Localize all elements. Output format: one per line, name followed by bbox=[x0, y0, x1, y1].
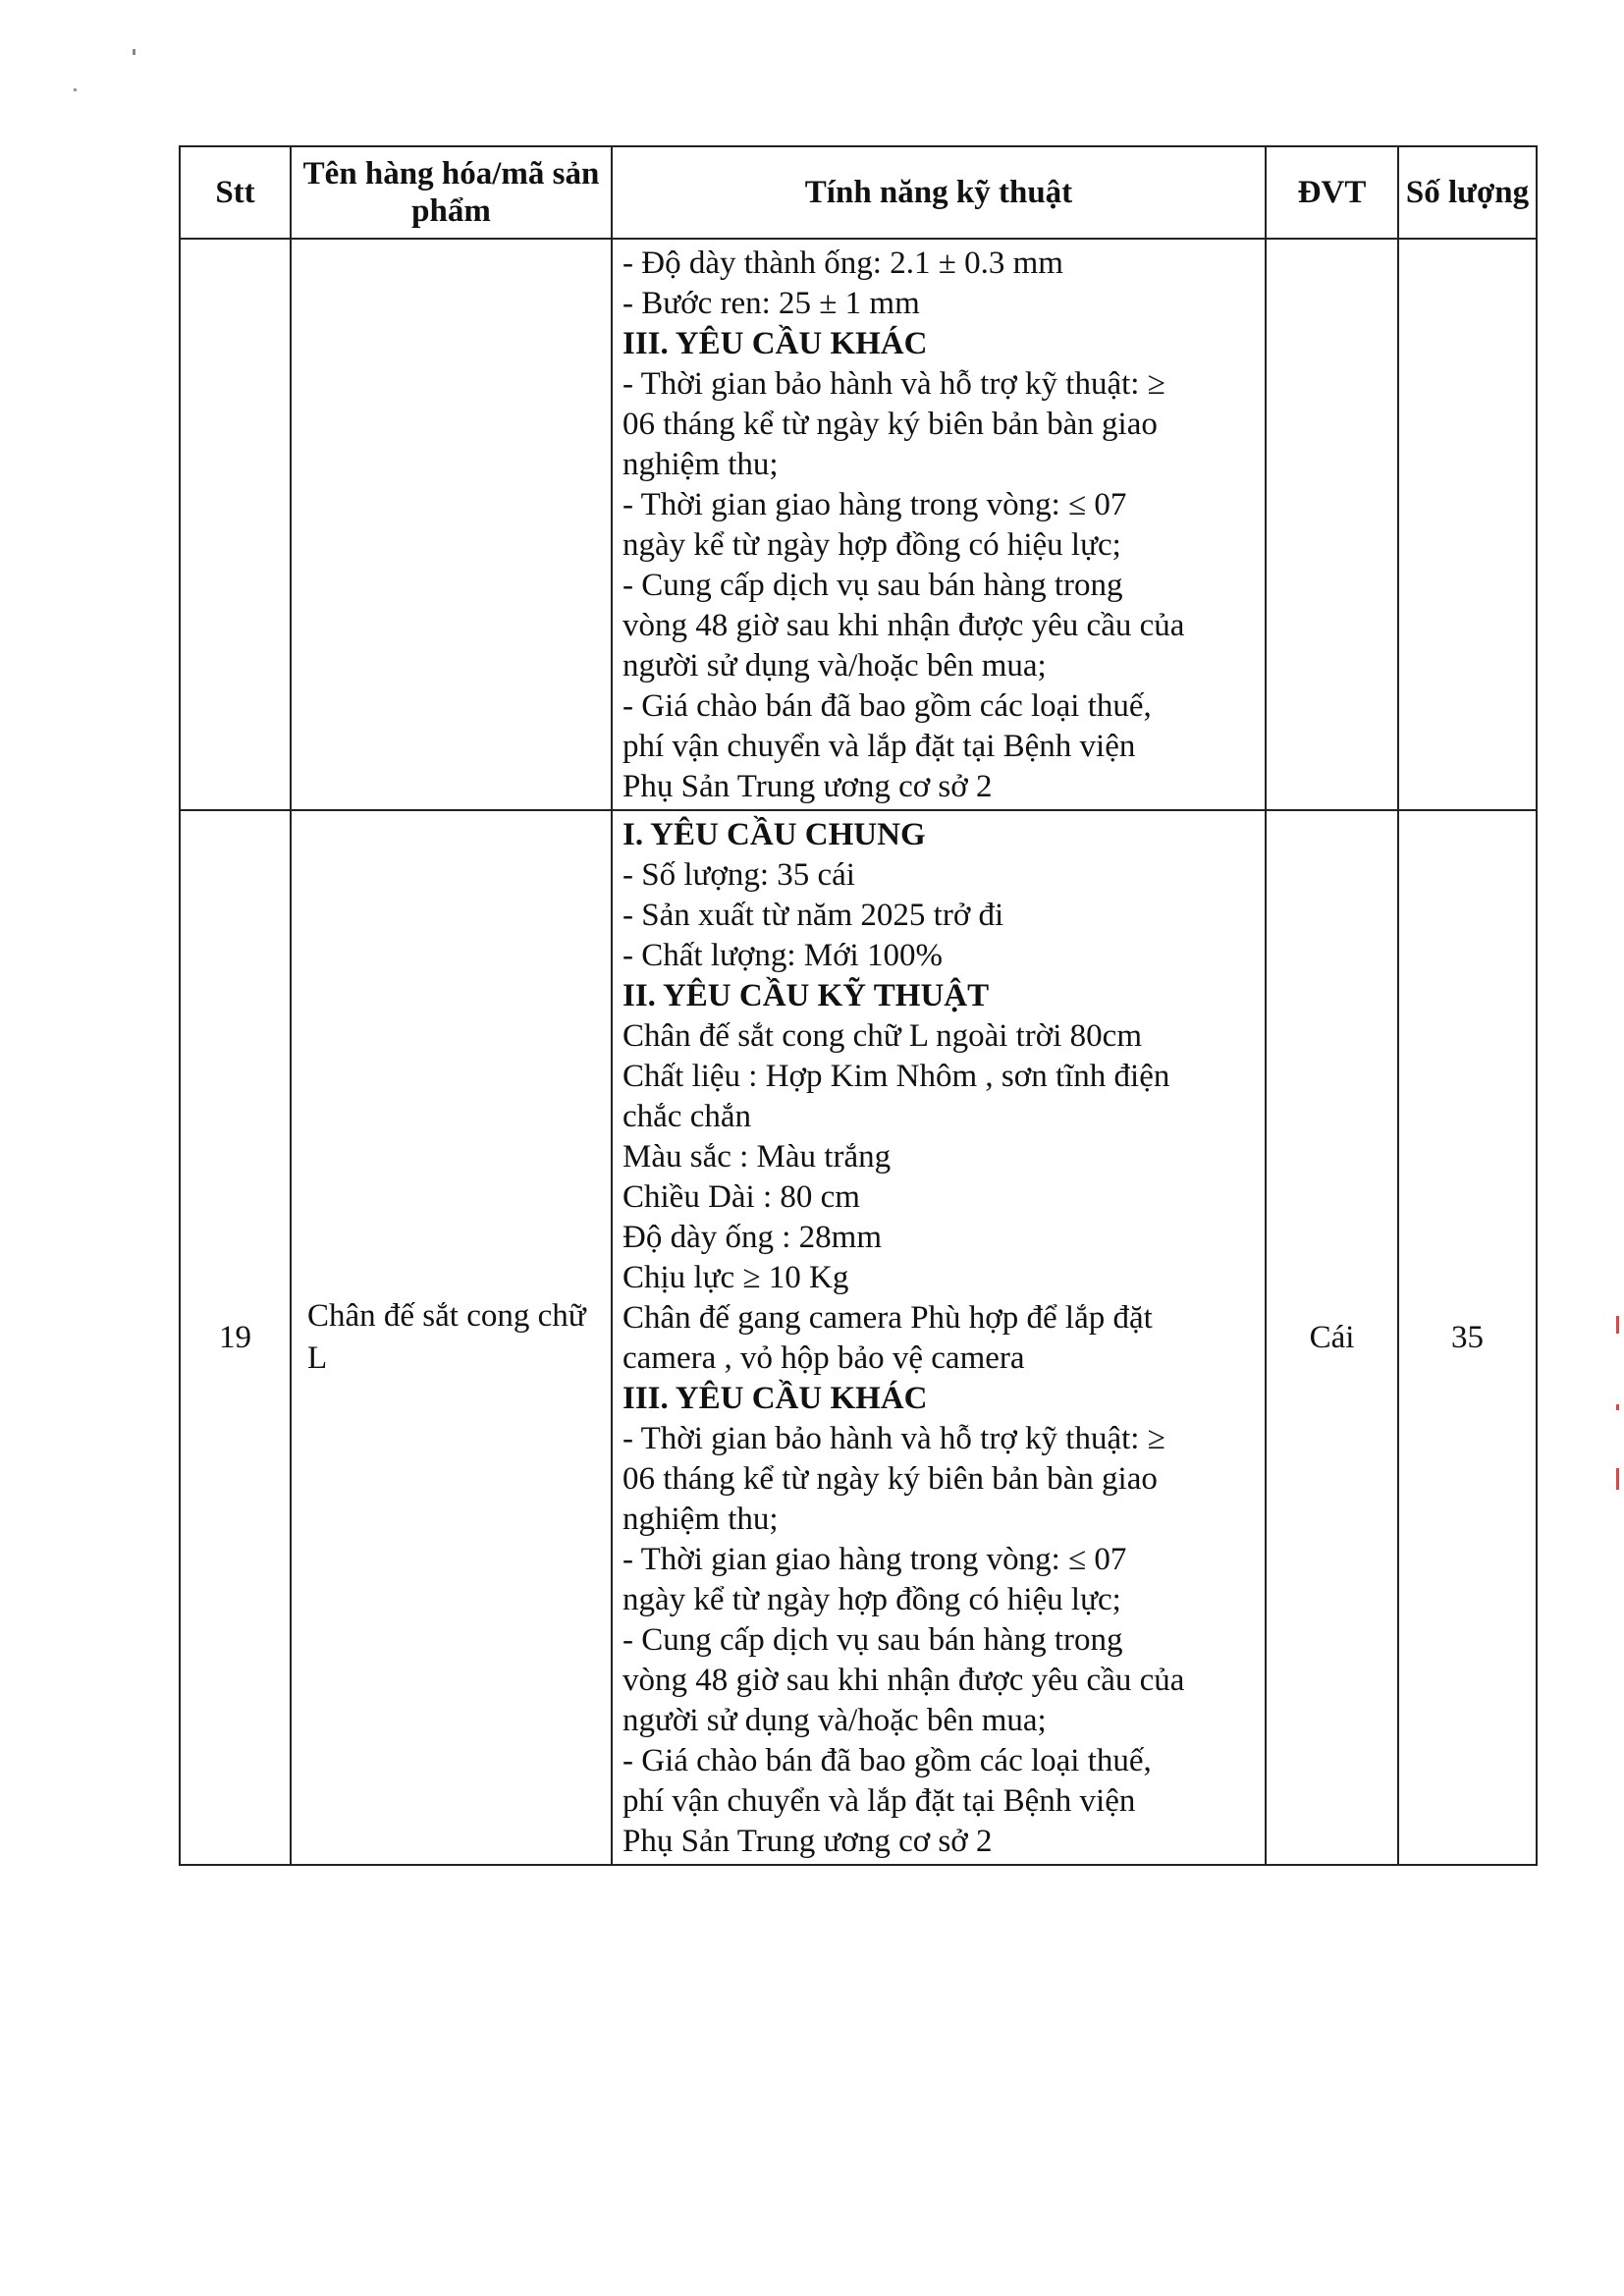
spec-line: vòng 48 giờ sau khi nhận được yêu cầu của bbox=[623, 608, 1185, 643]
spec-line: nghiệm thu; bbox=[623, 447, 779, 482]
spec-line: - Thời gian bảo hành và hỗ trợ kỹ thuật: ≥ bbox=[623, 366, 1165, 402]
spec-section-heading: II. YÊU CẦU KỸ THUẬT bbox=[623, 978, 990, 1013]
spec-line: - Độ dày thành ống: 2.1 ± 0.3 mm bbox=[623, 246, 1063, 281]
spec-line: Chân đế sắt cong chữ L ngoài trời 80cm bbox=[623, 1018, 1142, 1054]
row-name: Chân đế sắt cong chữ L bbox=[307, 1298, 586, 1376]
spec-line: Phụ Sản Trung ương cơ sở 2 bbox=[623, 769, 993, 804]
spec-line: người sử dụng và/hoặc bên mua; bbox=[623, 1703, 1047, 1738]
spec-line: 06 tháng kể từ ngày ký biên bản bàn giao bbox=[623, 1461, 1158, 1497]
spec-line: - Sản xuất từ năm 2025 trở đi bbox=[623, 898, 1004, 933]
spec-line: - Bước ren: 25 ± 1 mm bbox=[623, 286, 920, 321]
scan-speck bbox=[1616, 1316, 1619, 1334]
spec-line: ngày kể từ ngày hợp đồng có hiệu lực; bbox=[623, 1582, 1121, 1617]
row-spec-cell bbox=[612, 239, 1266, 810]
header-name: Tên hàng hóa/mã sản phẩm bbox=[291, 146, 612, 239]
table-header-row bbox=[180, 146, 1537, 239]
scan-speck bbox=[1616, 1404, 1619, 1410]
row-qty: 35 bbox=[1398, 810, 1537, 1865]
spec-line: Chịu lực ≥ 10 Kg bbox=[623, 1260, 849, 1295]
spec-line: camera , vỏ hộp bảo vệ camera bbox=[623, 1340, 1025, 1376]
row-qty bbox=[1398, 239, 1537, 810]
spec-section-heading: III. YÊU CẦU KHÁC bbox=[623, 1381, 928, 1416]
row-unit bbox=[1266, 239, 1398, 810]
spec-line: - Chất lượng: Mới 100% bbox=[623, 938, 943, 973]
spec-line: - Cung cấp dịch vụ sau bán hàng trong bbox=[623, 568, 1123, 603]
spec-line: Màu sắc : Màu trắng bbox=[623, 1139, 892, 1175]
row-spec-cell bbox=[612, 810, 1266, 1865]
spec-line: người sử dụng và/hoặc bên mua; bbox=[623, 648, 1047, 683]
scan-speck bbox=[74, 88, 77, 91]
spec-line: Độ dày ống : 28mm bbox=[623, 1220, 882, 1255]
row-name-cell bbox=[291, 810, 612, 1865]
spec-line: Phụ Sản Trung ương cơ sở 2 bbox=[623, 1824, 993, 1859]
header-spec: Tính năng kỹ thuật bbox=[612, 146, 1266, 239]
spec-line: - Thời gian bảo hành và hỗ trợ kỹ thuật: ≥ bbox=[623, 1421, 1165, 1456]
spec-section-heading: III. YÊU CẦU KHÁC bbox=[623, 326, 928, 361]
spec-table bbox=[179, 145, 1538, 1866]
header-unit: ĐVT bbox=[1266, 146, 1398, 239]
spec-line: nghiệm thu; bbox=[623, 1502, 779, 1537]
table-body bbox=[180, 239, 1537, 1865]
spec-line: - Thời gian giao hàng trong vòng: ≤ 07 bbox=[623, 487, 1127, 522]
header-stt: Stt bbox=[180, 146, 291, 239]
row-unit: Cái bbox=[1266, 810, 1398, 1865]
spec-line: - Giá chào bán đã bao gồm các loại thuế, bbox=[623, 1743, 1152, 1778]
table-row bbox=[180, 239, 1537, 810]
spec-line: 06 tháng kể từ ngày ký biên bản bàn giao bbox=[623, 407, 1158, 442]
spec-line: - Thời gian giao hàng trong vòng: ≤ 07 bbox=[623, 1542, 1127, 1577]
header-qty: Số lượng bbox=[1398, 146, 1537, 239]
spec-line: vòng 48 giờ sau khi nhận được yêu cầu của bbox=[623, 1663, 1185, 1698]
row-stt bbox=[180, 239, 291, 810]
spec-line: Chân đế gang camera Phù hợp để lắp đặt bbox=[623, 1300, 1153, 1336]
spec-line: ngày kể từ ngày hợp đồng có hiệu lực; bbox=[623, 527, 1121, 563]
row-stt: 19 bbox=[180, 810, 291, 1865]
spec-section-heading: I. YÊU CẦU CHUNG bbox=[623, 817, 926, 852]
scan-speck bbox=[1616, 1468, 1619, 1490]
spec-line: chắc chắn bbox=[623, 1099, 751, 1134]
row-name-cell bbox=[291, 239, 612, 810]
spec-line: Chiều Dài : 80 cm bbox=[623, 1179, 860, 1215]
spec-line: - Số lượng: 35 cái bbox=[623, 857, 855, 893]
spec-line: - Cung cấp dịch vụ sau bán hàng trong bbox=[623, 1622, 1123, 1658]
spec-line: phí vận chuyển và lắp đặt tại Bệnh viện bbox=[623, 1783, 1136, 1819]
spec-line: - Giá chào bán đã bao gồm các loại thuế, bbox=[623, 688, 1152, 724]
spec-line: phí vận chuyển và lắp đặt tại Bệnh viện bbox=[623, 729, 1136, 764]
table-row bbox=[180, 810, 1537, 1865]
spec-line: Chất liệu : Hợp Kim Nhôm , sơn tĩnh điện bbox=[623, 1059, 1170, 1094]
scan-speck bbox=[133, 49, 135, 55]
